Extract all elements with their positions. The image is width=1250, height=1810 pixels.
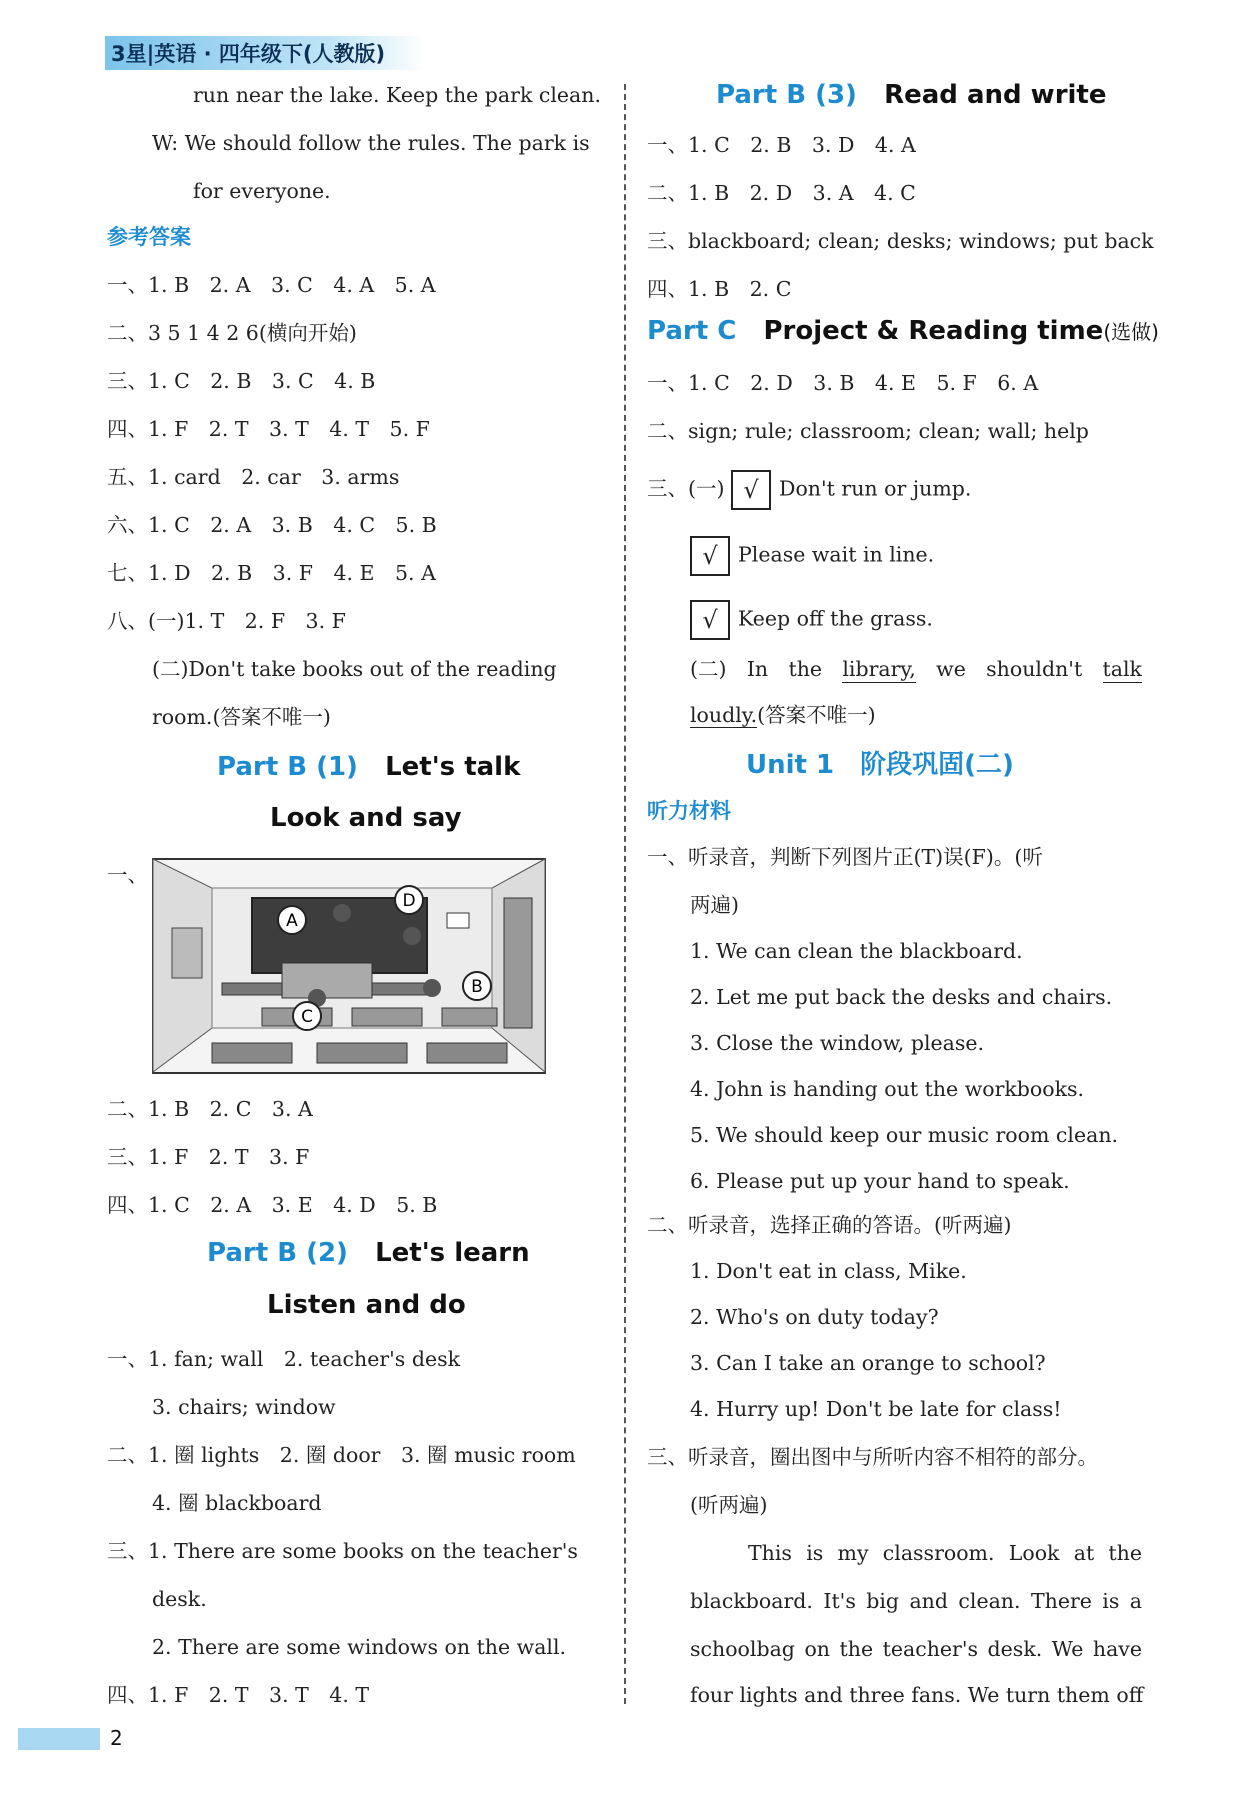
check-box: √ xyxy=(690,536,730,576)
passage-line: This is my classroom. Look at the xyxy=(748,1541,1142,1565)
answer-line: 二、1. B 2. C 3. A xyxy=(107,1097,313,1121)
answer-line xyxy=(647,470,971,510)
passage-line: schoolbag on the teacher's desk. We have xyxy=(690,1637,1142,1661)
answer-line: 八、(一)1. T 2. F 3. F xyxy=(107,609,346,633)
word: In xyxy=(746,657,769,681)
listening-item: 1. We can clean the blackboard. xyxy=(690,939,1023,963)
unit-heading: Unit 1 阶段巩固(二) xyxy=(746,750,1014,780)
listening-item: 6. Please put up your hand to speak. xyxy=(690,1169,1070,1193)
answer-line: 四、1. B 2. C xyxy=(647,277,792,301)
listening-item: 5. We should keep our music room clean. xyxy=(690,1123,1119,1147)
answer-line: 3. chairs; window xyxy=(152,1395,336,1419)
scene-label: A xyxy=(286,911,298,931)
answer-line xyxy=(690,656,1142,683)
answer-line: 2. There are some windows on the wall. xyxy=(152,1635,567,1659)
answer-line: 4. 圈 blackboard xyxy=(152,1491,322,1515)
answer-line: 一、1. C 2. D 3. B 4. E 5. F 6. A xyxy=(647,371,1039,395)
underlined-word: talk xyxy=(1102,657,1142,681)
part-label: Part B (1) xyxy=(217,752,358,782)
part-title: Read and write xyxy=(884,80,1107,110)
scene-label: C xyxy=(301,1007,313,1027)
answer-line: 一、1. fan; wall 2. teacher's desk xyxy=(107,1347,461,1371)
listening-item: 3. Close the window, please. xyxy=(690,1031,985,1055)
listening-heading: 听力材料 xyxy=(647,799,731,823)
check-item xyxy=(690,536,934,576)
answer-line: 六、1. C 2. A 3. B 4. C 5. B xyxy=(107,513,437,537)
text-line: W: We should follow the rules. The park is xyxy=(152,131,590,155)
underlined-word: library, xyxy=(842,657,916,681)
answer-line: (二)Don't take books out of the reading xyxy=(152,657,557,681)
part-label: Part C xyxy=(647,316,737,346)
part-label: Part B (3) xyxy=(716,80,857,110)
answer-line: 四、1. C 2. A 3. E 4. D 5. B xyxy=(107,1193,438,1217)
column-divider xyxy=(624,84,626,1704)
part-title: Let's learn xyxy=(375,1238,530,1268)
listening-item: 1. Don't eat in class, Mike. xyxy=(690,1259,967,1283)
part-note: (选做) xyxy=(1103,320,1159,344)
check-box: √ xyxy=(731,470,771,510)
listening-item: 4. Hurry up! Don't be late for class! xyxy=(690,1397,1062,1421)
check-box: √ xyxy=(690,600,730,640)
instruction-line: 两遍) xyxy=(690,893,739,917)
instruction-line: 三、听录音，圈出图中与所听内容不相符的部分。 xyxy=(647,1445,1098,1469)
section-heading-partb3 xyxy=(716,80,1107,110)
answer-line: 三、1. C 2. B 3. C 4. B xyxy=(107,369,376,393)
check-item xyxy=(690,600,933,640)
header-title: 3星|英语 · 四年级下(人教版) xyxy=(111,42,386,66)
listening-item: 2. Let me put back the desks and chairs. xyxy=(690,985,1113,1009)
section-heading-partc xyxy=(647,316,1159,346)
listening-item: 3. Can I take an orange to school? xyxy=(690,1351,1046,1375)
answer-line: 四、1. F 2. T 3. T 4. T xyxy=(107,1683,370,1707)
answer-line: 二、sign; rule; classroom; clean; wall; help xyxy=(647,419,1089,443)
answer-line: 五、1. card 2. car 3. arms xyxy=(107,465,400,489)
word: the xyxy=(788,657,823,681)
section-heading-partb1 xyxy=(217,752,520,782)
part-title: Project & Reading time xyxy=(763,316,1104,346)
text-line: run near the lake. Keep the park clean. xyxy=(193,83,601,107)
underlined-word: loudly. xyxy=(690,703,758,727)
scene-label: D xyxy=(402,891,416,911)
answer-line: 一、 xyxy=(107,863,148,887)
word: shouldn't xyxy=(986,657,1083,681)
passage-line: four lights and three fans. We turn them off xyxy=(690,1683,1144,1707)
note: (答案不唯一) xyxy=(757,703,876,727)
answer-line: 一、1. B 2. A 3. C 4. A 5. A xyxy=(107,273,436,297)
instruction-line: 一、听录音，判断下列图片正(T)误(F)。(听 xyxy=(647,845,1043,869)
instruction-line: 二、听录音，选择正确的答语。(听两遍) xyxy=(647,1213,1012,1237)
page-number: 2 xyxy=(110,1726,123,1750)
answer-line: 三、1. There are some books on the teacher's xyxy=(107,1539,578,1563)
answer-line: 三、1. F 2. T 3. F xyxy=(107,1145,310,1169)
header-banner xyxy=(105,36,425,70)
check-text: Don't run or jump. xyxy=(779,476,972,501)
answer-line: 二、1. 圈 lights 2. 圈 door 3. 圈 music room xyxy=(107,1443,576,1467)
passage-line: blackboard. It's big and clean. There is a xyxy=(690,1589,1142,1613)
section-subheading: Look and say xyxy=(270,803,462,833)
text-line: for everyone. xyxy=(193,179,331,203)
answer-line: 四、1. F 2. T 3. T 4. T 5. F xyxy=(107,417,430,441)
answer-line: 二、3 5 1 4 2 6(横向开始) xyxy=(107,321,357,345)
answer-line: 一、1. C 2. B 3. D 4. A xyxy=(647,133,916,157)
answer-line: room.(答案不唯一) xyxy=(152,705,331,729)
ref-answers-heading: 参考答案 xyxy=(107,225,191,249)
instruction-line: (听两遍) xyxy=(690,1493,768,1517)
scene-label: B xyxy=(471,977,483,997)
answer-line xyxy=(690,702,876,728)
answer-line: 二、1. B 2. D 3. A 4. C xyxy=(647,181,916,205)
section-heading-partb2 xyxy=(207,1238,530,1268)
word: (二) xyxy=(690,657,727,681)
check-text: Keep off the grass. xyxy=(738,606,933,631)
part-title: Let's talk xyxy=(385,752,521,782)
part-label: Part B (2) xyxy=(207,1238,348,1268)
check-text: Please wait in line. xyxy=(738,542,935,567)
word: we xyxy=(936,657,966,681)
answer-line: 三、blackboard; clean; desks; windows; put back xyxy=(647,229,1154,253)
section-subheading: Listen and do xyxy=(267,1290,466,1320)
c3-prefix: 三、(一) xyxy=(647,476,725,501)
answer-line: 七、1. D 2. B 3. F 4. E 5. A xyxy=(107,561,436,585)
footer-bar xyxy=(18,1728,100,1750)
classroom-illustration xyxy=(152,858,546,1074)
listening-item: 2. Who's on duty today? xyxy=(690,1305,939,1329)
answer-line: desk. xyxy=(152,1587,207,1611)
listening-item: 4. John is handing out the workbooks. xyxy=(690,1077,1085,1101)
